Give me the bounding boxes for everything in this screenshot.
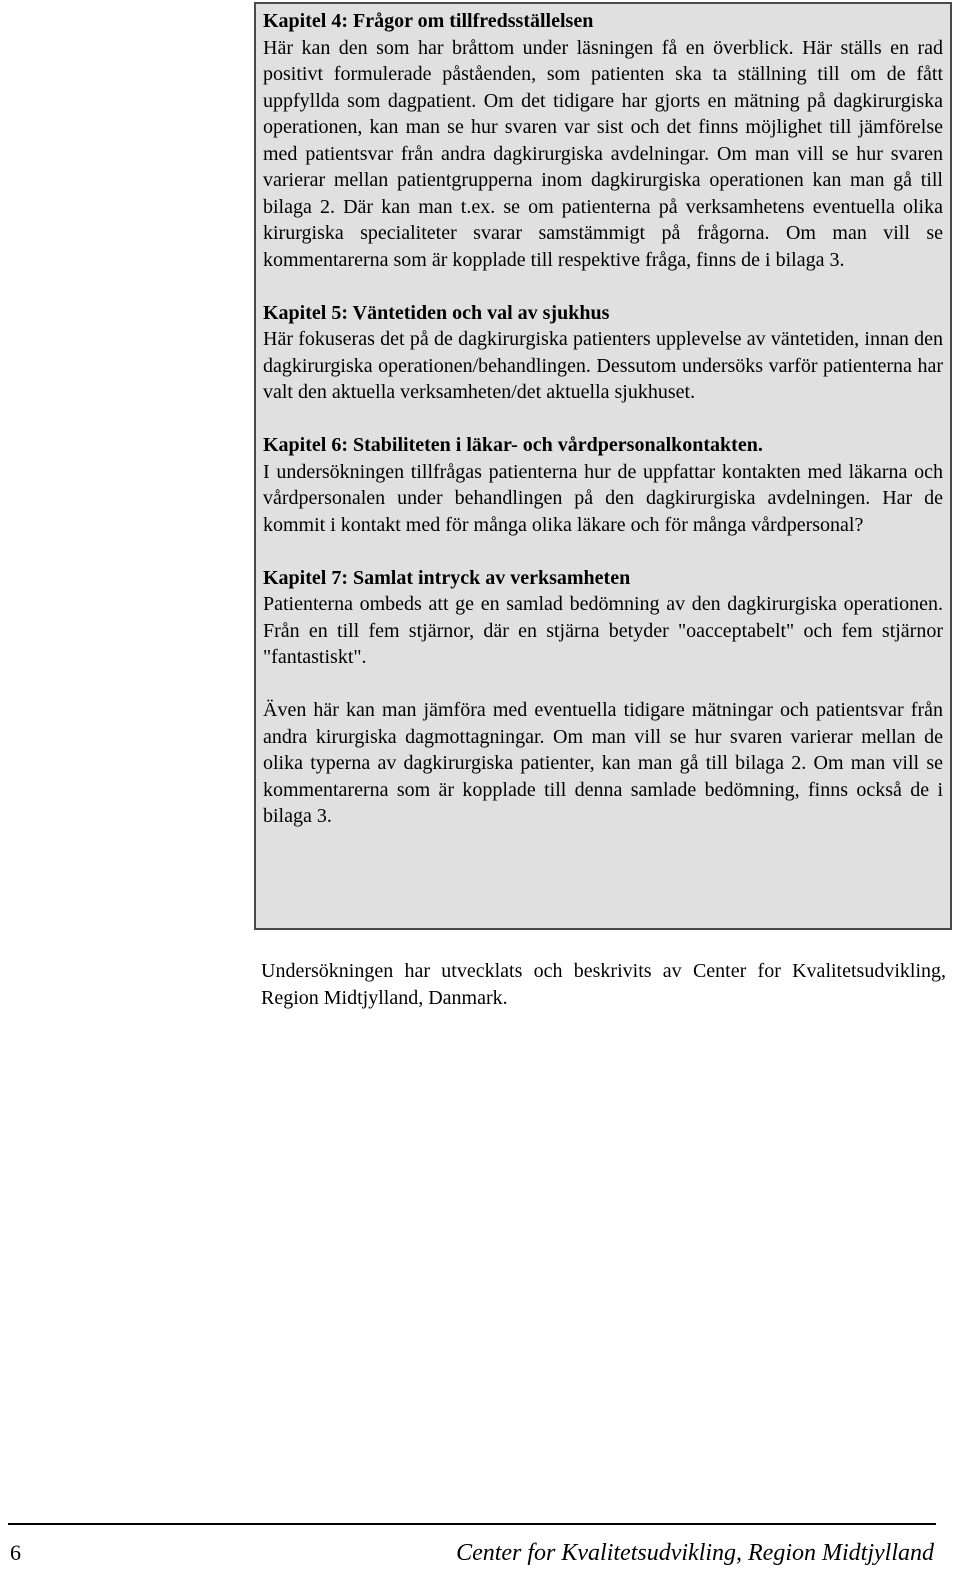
section-heading: Kapitel 7: Samlat intryck av verksamheten [263, 566, 631, 589]
section-paragraph: Här kan den som har bråttom under läsningen få en överblick. Här ställs en rad positivt formulerade påståenden, som patienten ska ta ställning till om de fått uppfyllda som dagpatient. Om det tidigare har gjorts en mätning på dagkirurgiska operationen, kan man se hur svaren var sist och det finns möjlighet till jämförelse med patientsvar från andra dagkirurgiska avdelningar. Om man vill se hur svaren varierar mellan patientgrupperna inom dagkirurgiska operationen kan man gå till bilaga 2. Där kan man t.ex. se om patienterna på verksamhetens eventuella olika kirurgiska specialiteter svarar samstämmigt på frågorna. Om man vill se kommentarerna som är kopplade till respektive fråga, finns de i bilaga 3. [263, 36, 943, 271]
footer-organization: Center for Kvalitetsudvikling, Region Midtjylland [456, 1540, 934, 1566]
footer-divider [8, 1523, 936, 1525]
section-chapter-7 [263, 565, 943, 671]
section-chapter-7-continued [263, 697, 943, 830]
section-heading: Kapitel 5: Väntetiden och val av sjukhus [263, 301, 610, 324]
section-heading: Kapitel 4: Frågor om tillfredsställelsen [263, 10, 594, 32]
section-paragraph: Även här kan man jämföra med eventuella tidigare mätningar och patientsvar från andra kirurgiska dagmottagningar. Om man vill se hur svaren varierar mellan de olika typerna av dagkirurgiska patienter, kan man gå till bilaga 2. Om man vill se kommentarerna som är kopplade till denna samlade bedömning, finns också de i bilaga 3. [263, 699, 943, 827]
section-chapter-4 [263, 8, 943, 273]
authorship-note: Undersökningen har utvecklats och beskrivits av Center for Kvalitetsudvikling, Region Midtjylland, Danmark. [261, 960, 946, 1009]
chapter-summary-box [254, 2, 952, 930]
section-paragraph: Här fokuseras det på de dagkirurgiska patienters upplevelse av väntetiden, innan den dagkirurgiska operationen/behandlingen. Dessutom undersöks varför patienterna har valt den aktuella verksamheten/det aktuella sjukhuset. [263, 328, 943, 403]
page-number: 6 [10, 1540, 21, 1565]
section-chapter-6 [263, 432, 943, 538]
section-paragraph: Patienterna ombeds att ge en samlad bedömning av den dagkirurgiska operationen. Från en till fem stjärnor, där en stjärna betyder "oacceptabelt" och fem stjärnor "fantastiskt". [263, 593, 943, 668]
section-heading: Kapitel 6: Stabiliteten i läkar- och vårdpersonalkontakten. [263, 434, 763, 456]
section-chapter-5 [263, 300, 943, 406]
section-paragraph: I undersökningen tillfrågas patienterna hur de uppfattar kontakten med läkarna och vårdpersonalen under behandlingen på den dagkirurgiska avdelningen. Har de kommit i kontakt med för många olika läkare och för många vårdpersonal? [263, 460, 943, 536]
